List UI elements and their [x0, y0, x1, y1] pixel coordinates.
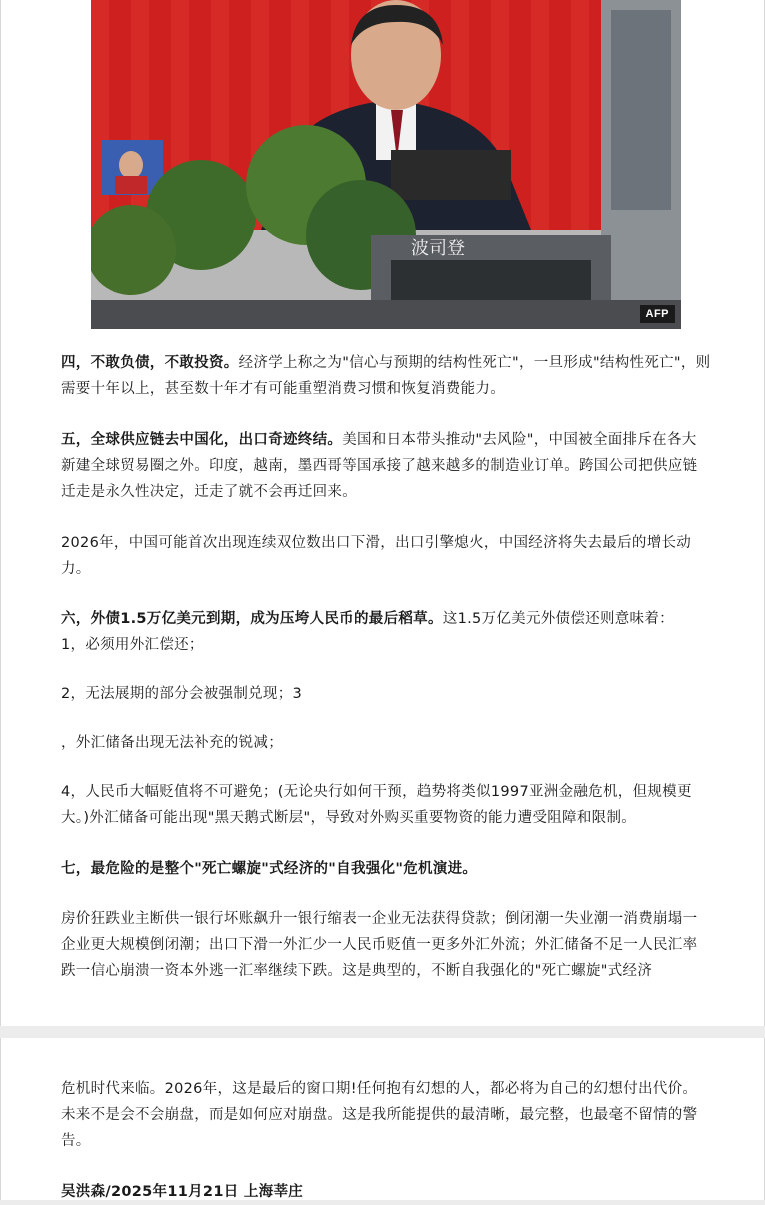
section-6-item-3-block: [61, 730, 711, 756]
section-5: [61, 427, 711, 505]
section-6-item-2-block: [61, 681, 711, 707]
article-card-bottom: [0, 1038, 765, 1200]
section-6: [61, 606, 711, 658]
section-4: [61, 350, 711, 402]
paragraph-death-spiral: 房价狂跌业主断供一银行坏账飙升一银行缩表一企业无法获得贷款；倒闭潮一失业潮一消费崩塌一企业更大规模倒闭潮；出口下滑一外汇少一人民币贬值一更多外汇外流；外汇储备不足一人民汇率跌一信心崩溃一资本外逃一汇率继续下跌。这是典型的，不断自我强化的"死亡螺旋"式经济: [61, 911, 698, 979]
paragraph-2026-exports: 2026年，中国可能首次出现连续双位数出口下滑，出口引擎熄火，中国经济将失去最后的增长动力。: [61, 535, 692, 577]
section-4-heading: 四，不敢负债，不敢投资。: [61, 355, 239, 371]
section-6-heading: 六，外债1.5万亿美元到期，成为压垮人民币的最后稻草。: [61, 611, 443, 627]
section-6-item-4: 4，人民币大幅贬值将不可避免；(无论央行如何干预，趋势将类似1997亚洲金融危机，但规模更大。)外汇储备可能出现"黑天鹅式断层"，导致对外购买重要物资的能力遭受阻障和限制。: [61, 784, 692, 826]
article-photo: [91, 0, 681, 329]
section-6-item-2: 2，无法展期的部分会被强制兑现；3: [61, 686, 303, 702]
paragraph-crisis: 危机时代来临。2026年，这是最后的窗口期!任何抱有幻想的人，都必将为自己的幻想付出代价。未来不是会不会崩盘，而是如何应对崩盘。这是我所能提供的最清晰，最完整，也最毫不留情的警告。: [61, 1081, 698, 1149]
signature: 吴洪森/2025年11月21日 上海莘庄: [61, 1184, 304, 1200]
section-6-item-3: ，外汇储备出现无法补充的锐减；: [61, 735, 283, 751]
section-6-item-1: 1，必须用外汇偿还；: [61, 637, 204, 653]
section-7-heading: 七，最危险的是整个"死亡螺旋"式经济的"自我强化"危机演进。: [61, 861, 478, 877]
section-6-item-4-block: [61, 779, 711, 831]
photo-credit: AFP: [640, 305, 676, 323]
section-7: [61, 856, 711, 882]
section-5-body: 美国和日本带头推动"去风险"，中国被全面排斥在各大新建全球贸易圈之外。印度，越南，墨西哥等国承接了越来越多的制造业订单。跨国公司把供应链迁走是永久性决定，迁走了就不会再迁回来。: [61, 432, 698, 500]
section-5-heading: 五，全球供应链去中国化，出口奇迹终结。: [61, 432, 343, 448]
section-4-body: 经济学上称之为"信心与预期的结构性死亡"，一旦形成"结构性死亡"，则需要十年以上，甚至数十年才有可能重塑消费习惯和恢复消费能力。: [61, 355, 711, 397]
section-6-body: 这1.5万亿美元外债偿还则意味着：: [442, 611, 674, 627]
photo-illustration: [91, 0, 681, 329]
storefront-sign: 波司登: [411, 238, 465, 259]
